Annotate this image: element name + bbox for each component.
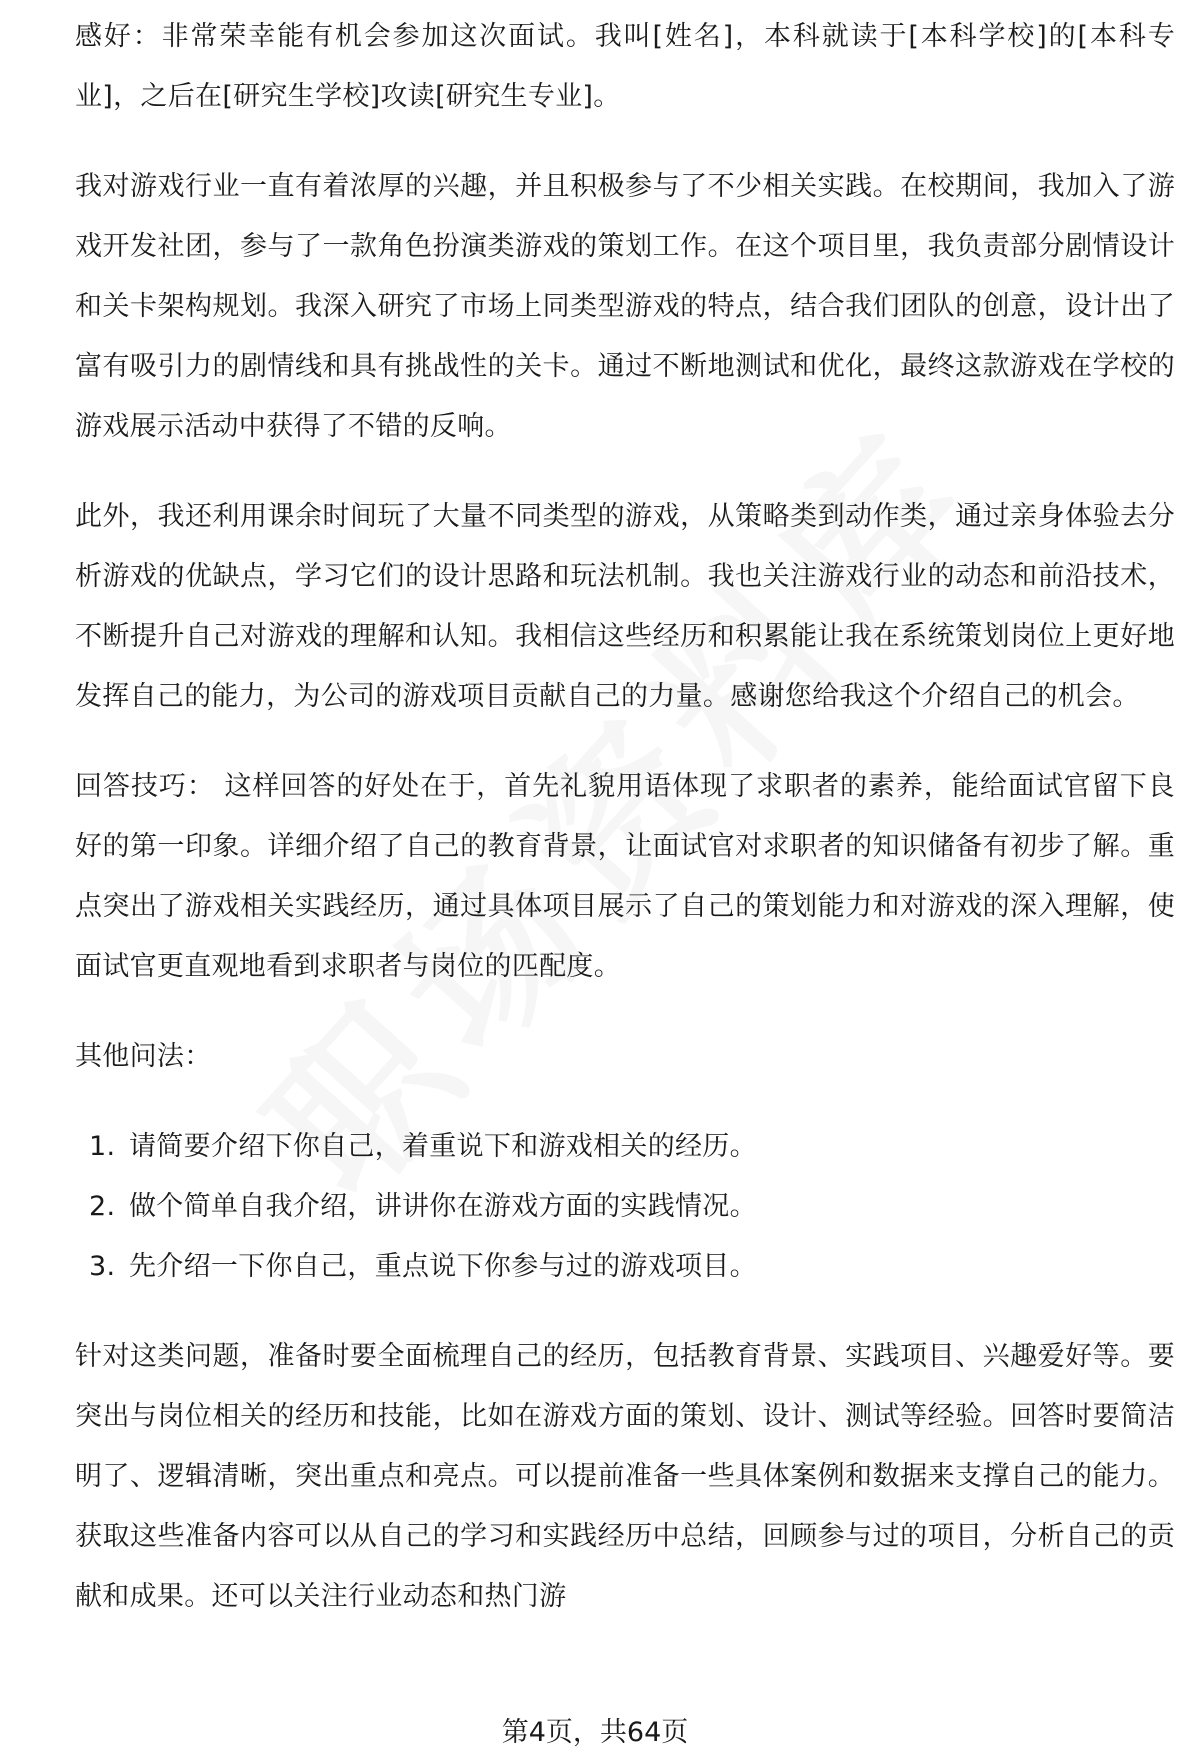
list-item bbox=[75, 1237, 1175, 1297]
list-item-text: 做个简单自我介绍，讲讲你在游戏方面的实践情况。 bbox=[129, 1191, 757, 1222]
other-questions-heading: 其他问法： bbox=[75, 1041, 212, 1072]
list-item-number: 3. bbox=[89, 1251, 116, 1282]
list-item bbox=[75, 1177, 1175, 1237]
list-item-text: 请简要介绍下你自己，着重说下和游戏相关的经历。 bbox=[129, 1131, 757, 1162]
document-body bbox=[75, 15, 1175, 1657]
list-item-text: 先介绍一下你自己，重点说下你参与过的游戏项目。 bbox=[129, 1251, 757, 1282]
intro-paragraph: 感好：非常荣幸能有机会参加这次面试。我叫[姓名]，本科就读于[本科学校]的[本科专业]，之后在[研究生学校]攻读[研究生专业]。 bbox=[75, 21, 1175, 112]
other-questions-list bbox=[75, 1117, 1175, 1297]
answer-tips-paragraph: 回答技巧： 这样回答的好处在于，首先礼貌用语体现了求职者的素养，能给面试官留下良好的第一印象。详细介绍了自己的教育背景，让面试官对求职者的知识储备有初步了解。重点突出了游戏相关实践经历，通过具体项目展示了自己的策划能力和对游戏的深入理解，使面试官更直观地看到求职者与岗位的匹配度。 bbox=[75, 771, 1175, 982]
list-item-number: 2. bbox=[89, 1191, 116, 1222]
list-item-number: 1. bbox=[89, 1131, 116, 1162]
page-number-footer: 第4页，共64页 bbox=[501, 1717, 689, 1748]
extra-paragraph: 此外，我还利用课余时间玩了大量不同类型的游戏，从策略类到动作类，通过亲身体验去分析游戏的优缺点，学习它们的设计思路和玩法机制。我也关注游戏行业的动态和前沿技术，不断提升自己对游戏的理解和认知。我相信这些经历和积累能让我在系统策划岗位上更好地发挥自己的能力，为公司的游戏项目贡献自己的力量。感谢您给我这个介绍自己的机会。 bbox=[75, 501, 1175, 712]
list-item bbox=[75, 1117, 1175, 1177]
closing-paragraph: 针对这类问题，准备时要全面梳理自己的经历，包括教育背景、实践项目、兴趣爱好等。要突出与岗位相关的经历和技能，比如在游戏方面的策划、设计、测试等经验。回答时要简洁明了、逻辑清晰，突出重点和亮点。可以提前准备一些具体案例和数据来支撑自己的能力。获取这些准备内容可以从自己的学习和实践经历中总结，回顾参与过的项目，分析自己的贡献和成果。还可以关注行业动态和热门游 bbox=[75, 1341, 1175, 1612]
experience-paragraph: 我对游戏行业一直有着浓厚的兴趣，并且积极参与了不少相关实践。在校期间，我加入了游戏开发社团，参与了一款角色扮演类游戏的策划工作。在这个项目里，我负责部分剧情设计和关卡架构规划。我深入研究了市场上同类型游戏的特点，结合我们团队的创意，设计出了富有吸引力的剧情线和具有挑战性的关卡。通过不断地测试和优化，最终这款游戏在学校的游戏展示活动中获得了不错的反响。 bbox=[75, 171, 1175, 442]
